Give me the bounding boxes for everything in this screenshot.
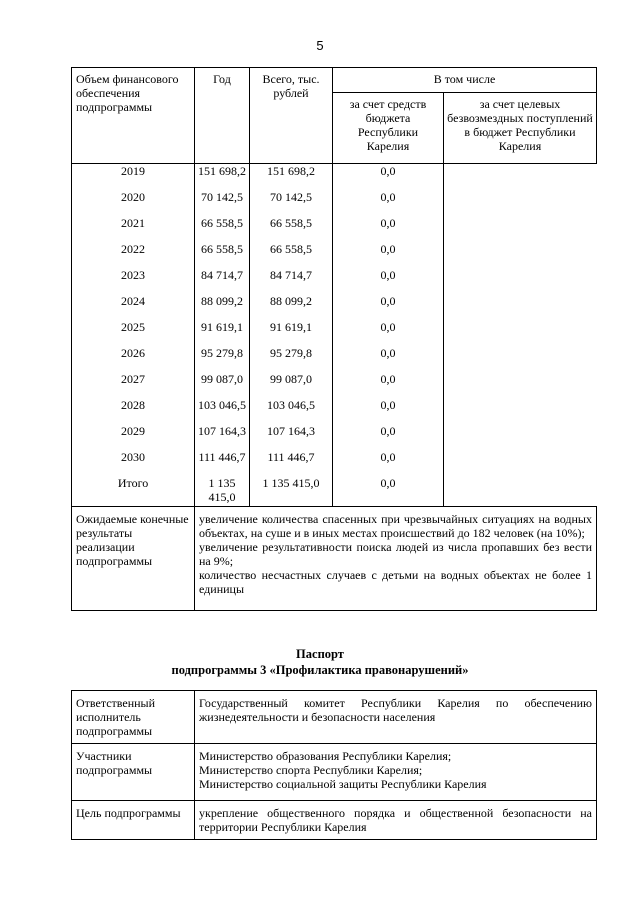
results-line: увеличение количества спасенных при чрезвычайных ситуациях на водных объектах, на суше и в иных местах происшествий до 182 человек (на 10%); <box>199 511 592 540</box>
passport-row-goal <box>72 801 597 840</box>
header-total: Всего, тыс. рублей <box>250 68 333 164</box>
finance-cell-grants: 0,0 <box>333 320 444 346</box>
passport-table <box>71 690 597 840</box>
results-line: количество несчастных случаев с детьми на водных объектах не более 1 единицы <box>199 567 592 596</box>
finance-cell-total: 107 164,3 <box>195 424 250 450</box>
finance-cell-total: 70 142,5 <box>195 190 250 216</box>
results-line: увеличение результативности поиска людей из числа пропавших без вести на 9%; <box>199 539 592 568</box>
finance-cell-budget: 107 164,3 <box>250 424 333 450</box>
passport-title-line1: Паспорт <box>296 647 344 661</box>
passport-line: укрепление общественного порядка и общественной безопасности на территории Республики Карелия <box>199 806 592 834</box>
finance-label: Объем финансового обеспечения подпрограммы <box>72 68 195 164</box>
finance-row <box>72 320 597 346</box>
finance-cell-year: 2027 <box>72 372 195 398</box>
header-grants: за счет целевых безвозмездных поступлений в бюджет Республики Карелия <box>444 93 597 164</box>
finance-table <box>71 67 597 611</box>
finance-cell-year: 2020 <box>72 190 195 216</box>
finance-cell-grants: 0,0 <box>333 398 444 424</box>
passport-line: Министерство спорта Республики Карелия; <box>199 763 423 777</box>
finance-cell-budget: 95 279,8 <box>250 346 333 372</box>
finance-cell-budget: 66 558,5 <box>250 216 333 242</box>
finance-row <box>72 242 597 268</box>
finance-cell-total: 91 619,1 <box>195 320 250 346</box>
finance-cell-total: 103 046,5 <box>195 398 250 424</box>
passport-line: Государственный комитет Республики Карелия по обеспечению жизнедеятельности и безопасности населения <box>199 696 592 724</box>
finance-cell-total: 111 446,7 <box>195 450 250 476</box>
finance-cell-budget: 111 446,7 <box>250 450 333 476</box>
finance-cell-grants: 0,0 <box>333 190 444 216</box>
results-text <box>195 506 597 610</box>
finance-cell-budget: 91 619,1 <box>250 320 333 346</box>
finance-cell-year: 2029 <box>72 424 195 450</box>
finance-cell-budget: 1 135 415,0 <box>250 476 333 507</box>
finance-cell-grants: 0,0 <box>333 424 444 450</box>
results-row <box>72 506 597 610</box>
passport-row-participants <box>72 744 597 801</box>
finance-cell-budget: 99 087,0 <box>250 372 333 398</box>
finance-cell-year: 2019 <box>72 164 195 190</box>
finance-cell-budget: 84 714,7 <box>250 268 333 294</box>
finance-row <box>72 346 597 372</box>
passport-value <box>195 691 597 744</box>
finance-cell-budget: 88 099,2 <box>250 294 333 320</box>
finance-row <box>72 164 597 190</box>
finance-cell-total: 1 135 415,0 <box>195 476 250 507</box>
header-including: В том числе <box>333 68 597 93</box>
passport-label: Цель подпрограммы <box>72 801 195 840</box>
passport-value <box>195 801 597 840</box>
finance-cell-budget: 70 142,5 <box>250 190 333 216</box>
finance-row <box>72 268 597 294</box>
finance-header-row <box>72 68 597 93</box>
header-budget: за счет средств бюджета Республики Карелия <box>333 93 444 164</box>
finance-cell-budget: 66 558,5 <box>250 242 333 268</box>
finance-cell-grants: 0,0 <box>333 216 444 242</box>
finance-cell-grants: 0,0 <box>333 450 444 476</box>
finance-cell-year: 2024 <box>72 294 195 320</box>
finance-cell-grants: 0,0 <box>333 164 444 190</box>
finance-row <box>72 294 597 320</box>
finance-cell-total: 66 558,5 <box>195 242 250 268</box>
page-number: 5 <box>316 38 324 53</box>
finance-cell-grants: 0,0 <box>333 242 444 268</box>
finance-cell-year: 2025 <box>72 320 195 346</box>
finance-cell-year: 2023 <box>72 268 195 294</box>
finance-row <box>72 450 597 476</box>
finance-row <box>72 398 597 424</box>
finance-cell-total: 88 099,2 <box>195 294 250 320</box>
passport-label: Ответственный исполнитель подпрограммы <box>72 691 195 744</box>
passport-value <box>195 744 597 801</box>
passport-row-responsible <box>72 691 597 744</box>
finance-cell-year: 2030 <box>72 450 195 476</box>
finance-cell-grants: 0,0 <box>333 372 444 398</box>
finance-row <box>72 372 597 398</box>
finance-cell-total: 151 698,2 <box>195 164 250 190</box>
finance-cell-year: 2021 <box>72 216 195 242</box>
passport-line: Министерство социальной защиты Республики Карелия <box>199 777 487 791</box>
finance-row <box>72 424 597 450</box>
finance-cell-total: 99 087,0 <box>195 372 250 398</box>
finance-cell-total: 95 279,8 <box>195 346 250 372</box>
finance-cell-grants: 0,0 <box>333 294 444 320</box>
finance-cell-year: 2028 <box>72 398 195 424</box>
finance-cell-year: 2022 <box>72 242 195 268</box>
finance-row <box>72 476 597 507</box>
header-year: Год <box>195 68 250 164</box>
finance-cell-year: 2026 <box>72 346 195 372</box>
passport-label: Участники подпрограммы <box>72 744 195 801</box>
results-label: Ожидаемые конечные результаты реализации подпрограммы <box>72 506 195 610</box>
passport-title-line2: подпрограммы 3 «Профилактика правонарушений» <box>171 663 469 677</box>
finance-cell-grants: 0,0 <box>333 476 444 507</box>
finance-cell-total: 84 714,7 <box>195 268 250 294</box>
passport-line: Министерство образования Республики Карелия; <box>199 749 452 763</box>
finance-cell-grants: 0,0 <box>333 346 444 372</box>
finance-row <box>72 190 597 216</box>
finance-cell-grants: 0,0 <box>333 268 444 294</box>
finance-cell-budget: 151 698,2 <box>250 164 333 190</box>
finance-row <box>72 216 597 242</box>
finance-cell-budget: 103 046,5 <box>250 398 333 424</box>
finance-cell-total: 66 558,5 <box>195 216 250 242</box>
finance-cell-year: Итого <box>72 476 195 507</box>
passport-title <box>0 646 640 678</box>
